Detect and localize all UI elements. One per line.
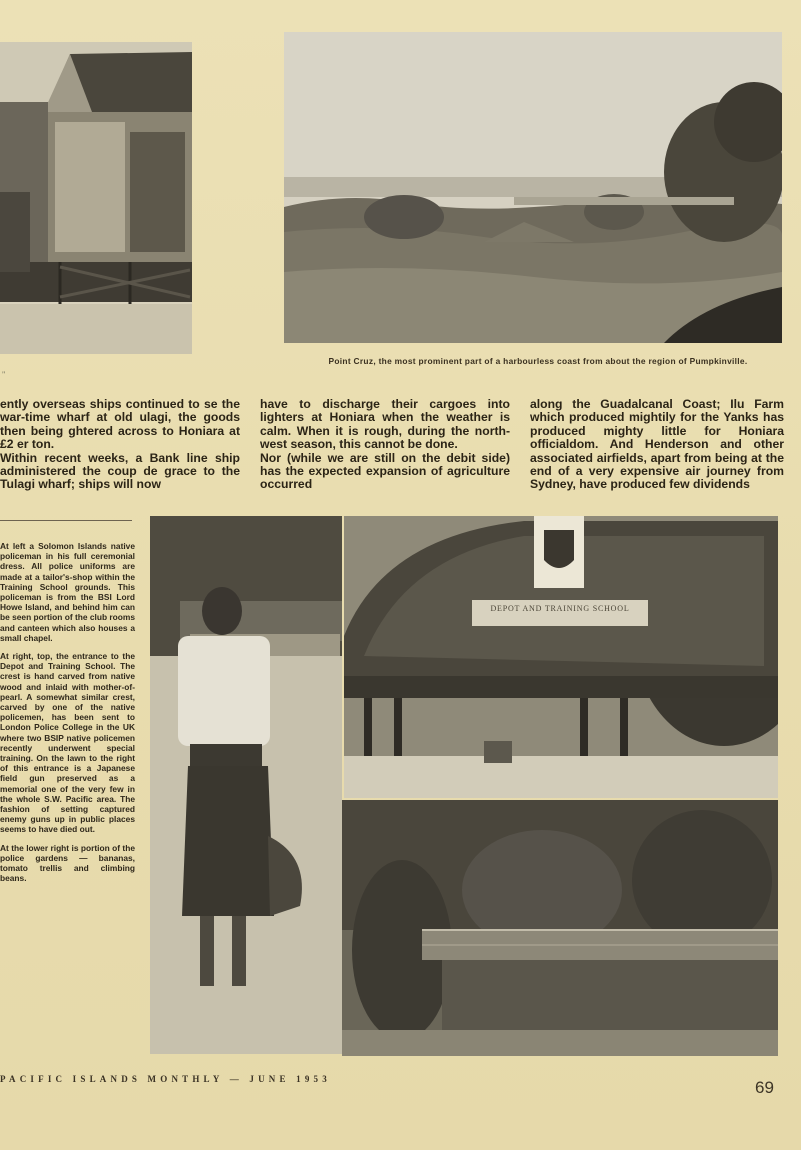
body-column-3 bbox=[530, 398, 784, 492]
body-col2-para2: Nor (while we are still on the debit side) has the expected expansion of agriculture occurred bbox=[260, 450, 510, 492]
policeman-photo bbox=[150, 516, 342, 1054]
body-column-2 bbox=[260, 398, 510, 492]
side-caption bbox=[0, 541, 135, 892]
side-caption-lower-right: At the lower right is portion of the police gardens — bananas, tomato trellis and climbing beans. bbox=[0, 842, 135, 884]
body-col2-para1: have to discharge their cargoes into lighters at Honiara when the weather is calm. When it is rough, during the north-west season, this cannot be done. bbox=[260, 397, 510, 452]
depot-sign-text: DEPOT AND TRAINING SCHOOL bbox=[490, 604, 630, 613]
body-col1-para2: Within recent weeks, a Bank line ship administered the coup de grace to the Tulagi wharf; ships will now bbox=[0, 450, 240, 492]
side-caption-right-top: At right, top, the entrance to the Depot and Training School. The crest is hand carved from native wood and inlaid with mother-of-pearl. A somewhat similar crest, carved by one of the native policemen, has been sent to London Police College in the UK where two BSIP native policemen recently underwent special training. On the lawn to the right of this entrance is a Japanese field gun preserved as a memorial one of the very few in the whole S.W. Pacific area. The fashion of setting captured enemy guns up in public places seems to have died out. bbox=[0, 651, 135, 835]
police-gardens-photo bbox=[342, 800, 778, 1056]
page-footer: PACIFIC ISLANDS MONTHLY — JUNE 1953 bbox=[0, 1074, 331, 1084]
photo-caption-top: Point Cruz, the most prominent part of a harbourless coast from about the region of Pumpkinville. bbox=[328, 356, 748, 366]
divider-rule bbox=[0, 520, 132, 521]
body-column-1 bbox=[0, 398, 240, 492]
body-col1-para1: ently overseas ships continued to se the war-time wharf at old ulagi, the goods then being ghtered across to Honiara at £2 er ton. bbox=[0, 397, 240, 452]
hut-photo bbox=[0, 42, 192, 354]
depot-entrance-photo bbox=[344, 516, 778, 798]
side-caption-left: At left a Solomon Islands native policeman in his full ceremonial dress. All police uniforms are made at a tailor's-shop within the Training School grounds. This policeman is from the BSI Lord Howe Island, and behind him can be seen portion of the club rooms and canteen which also houses a small chapel. bbox=[0, 541, 135, 643]
page-number: 69 bbox=[755, 1078, 774, 1097]
stray-mark: " bbox=[2, 370, 6, 379]
point-cruz-photo bbox=[284, 32, 782, 343]
body-col3-para1: along the Guadalcanal Coast; Ilu Farm which produced mightily for the Yanks has produced mighty little for Honiara officialdom. And Henderson and other associated airfields, apart from being at the end of a very expensive air journey from Sydney, have produced few dividends bbox=[530, 397, 784, 492]
